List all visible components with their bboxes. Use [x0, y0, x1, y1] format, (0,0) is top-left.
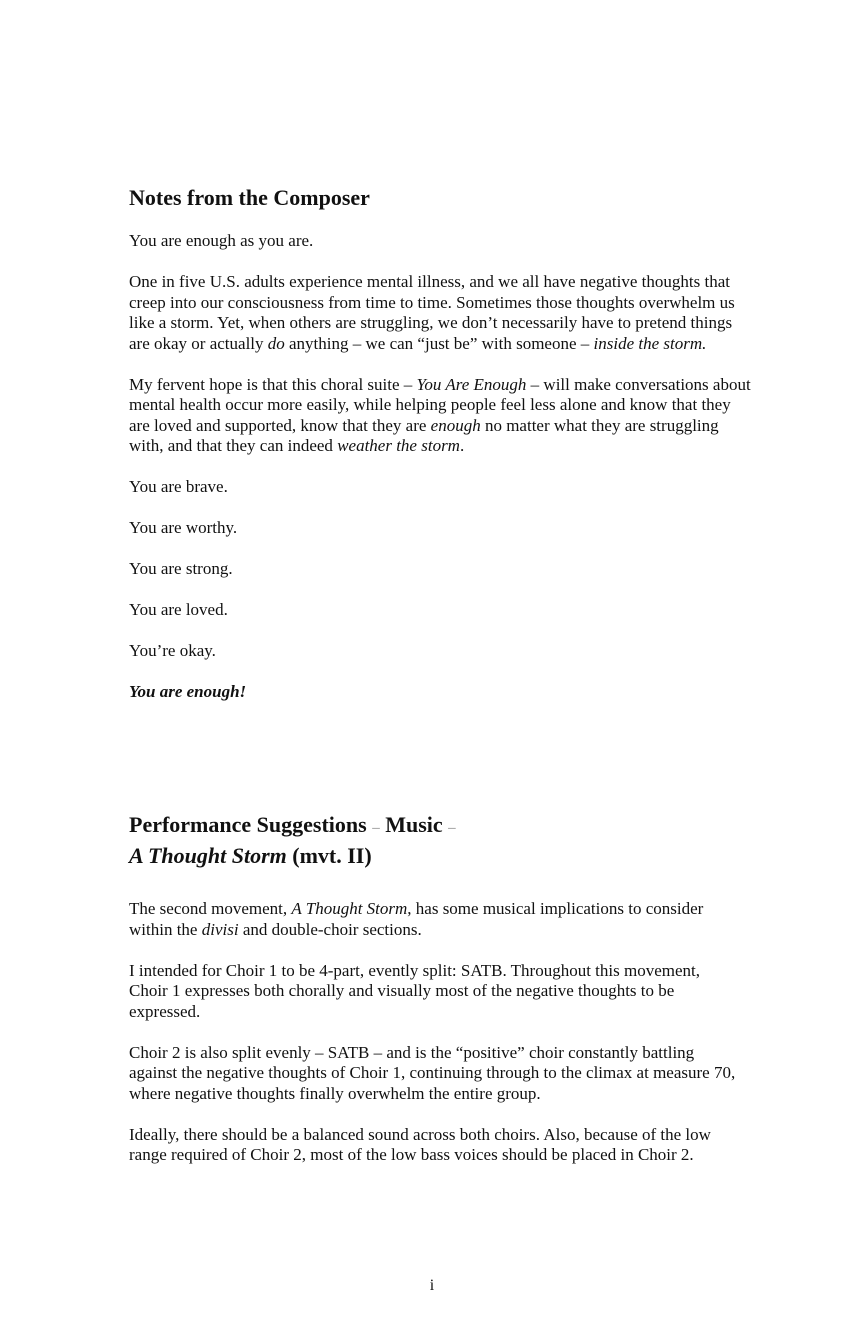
- page-number: i: [429, 1277, 435, 1294]
- text-segment: expressed.: [129, 1001, 201, 1021]
- text-segment: are okay or actually: [129, 333, 268, 353]
- text-line: [129, 293, 829, 314]
- paragraph: [129, 1043, 829, 1105]
- paragraph: [129, 272, 829, 354]
- text-segment: where negative thoughts finally overwhelm the entire group.: [129, 1083, 541, 1103]
- text-segment: and double-choir sections.: [238, 919, 422, 939]
- emphasis-text: A Thought Storm: [291, 899, 408, 918]
- text-line: [129, 313, 829, 334]
- emphasis-text: do: [267, 333, 285, 353]
- text-line: [129, 375, 829, 396]
- text-line: [129, 682, 829, 703]
- text-line: [129, 1002, 829, 1023]
- emphasis-text: enough: [430, 415, 481, 435]
- text-line: [129, 334, 829, 355]
- text-segment: anything – we can “just be” with someone –: [284, 333, 594, 353]
- paragraph: [129, 641, 829, 662]
- text-line: [129, 416, 829, 437]
- paragraph: [129, 375, 829, 457]
- text-segment: Notes from the Composer: [129, 185, 370, 210]
- text-segment: creep into our consciousness from time to time. Sometimes those thoughts overwhelm us: [129, 292, 735, 312]
- emphasis-text: divisi: [201, 919, 239, 939]
- text-line: [129, 477, 829, 498]
- text-segment: Music: [379, 812, 449, 837]
- text-segment: You are strong.: [129, 559, 233, 578]
- emphasis-text: You are enough!: [129, 682, 247, 701]
- text-line: [129, 641, 829, 662]
- dash-separator: –: [372, 820, 380, 836]
- text-line: [129, 899, 829, 920]
- emphasis-text: You Are Enough: [416, 374, 527, 394]
- text-line: [129, 961, 829, 982]
- text-segment: with, and that they can indeed: [129, 436, 338, 455]
- text-segment: , has some musical implications to consider: [407, 899, 704, 918]
- text-line: [129, 1125, 829, 1146]
- text-line: [129, 920, 829, 941]
- paragraph: [129, 1125, 829, 1166]
- text-segment: Ideally, there should be a balanced sound across both choirs. Also, because of the low: [129, 1124, 711, 1144]
- text-segment: Performance Suggestions: [129, 812, 373, 837]
- text-segment: Choir 2 is also split evenly – SATB – and is the “positive” choir constantly battling: [129, 1042, 695, 1062]
- text-line: [129, 559, 829, 580]
- text-segment: You are worthy.: [129, 518, 238, 537]
- text-line: [129, 600, 829, 621]
- text-line: [129, 518, 829, 539]
- text-segment: You are brave.: [129, 477, 228, 496]
- text-line: [129, 1043, 829, 1064]
- text-line: [129, 842, 456, 869]
- section-heading-composer-notes: [129, 184, 370, 211]
- text-segment: My fervent hope is that this choral suite –: [129, 374, 417, 394]
- section-body-composer-notes: [129, 231, 829, 723]
- paragraph: [129, 231, 829, 252]
- text-segment: You are loved.: [129, 600, 228, 619]
- paragraph: [129, 518, 829, 539]
- text-segment: mental health occur more easily, while helping people feel less alone and know that they: [129, 395, 731, 414]
- text-segment: .: [459, 436, 465, 455]
- emphasis-text: inside the storm.: [593, 333, 707, 353]
- text-segment: I intended for Choir 1 to be 4-part, evently split: SATB. Throughout this movement,: [129, 960, 701, 980]
- section-body-performance-suggestions: [129, 899, 829, 1186]
- paragraph: [129, 961, 829, 1023]
- paragraph: [129, 559, 829, 580]
- text-segment: Choir 1 expresses both chorally and visually most of the negative thoughts to be: [129, 981, 675, 1000]
- text-segment: The second movement,: [129, 899, 292, 918]
- text-line: [129, 231, 829, 252]
- paragraph: [129, 682, 829, 703]
- text-line: [129, 395, 829, 416]
- text-line: [129, 1084, 829, 1105]
- text-segment: against the negative thoughts of Choir 1, continuing through to the climax at measure 70,: [129, 1063, 736, 1082]
- text-segment: within the: [129, 919, 202, 939]
- text-segment: (mvt. II): [286, 843, 372, 868]
- text-line: [129, 272, 829, 293]
- text-segment: no matter what they are struggling: [480, 415, 719, 435]
- section-heading-performance-suggestions: [129, 811, 456, 869]
- text-line: [129, 184, 370, 211]
- text-segment: You are enough as you are.: [129, 231, 314, 250]
- text-segment: One in five U.S. adults experience mental illness, and we all have negative thoughts that: [129, 272, 730, 291]
- text-segment: are loved and supported, know that they are: [129, 415, 431, 435]
- emphasis-text: A Thought Storm: [129, 843, 287, 868]
- emphasis-text: weather the storm: [337, 436, 460, 455]
- text-segment: range required of Choir 2, most of the low bass voices should be placed in Choir 2.: [129, 1145, 694, 1164]
- text-segment: like a storm. Yet, when others are struggling, we don’t necessarily have to pretend things: [129, 313, 733, 332]
- text-segment: You’re okay.: [129, 641, 216, 660]
- text-line: [129, 1145, 829, 1166]
- paragraph: [129, 477, 829, 498]
- text-line: [129, 436, 829, 457]
- paragraph: [129, 600, 829, 621]
- paragraph: [129, 899, 829, 940]
- dash-separator: –: [448, 820, 456, 836]
- text-line: [129, 1063, 829, 1084]
- text-line: [129, 981, 829, 1002]
- text-segment: – will make conversations about: [526, 374, 751, 394]
- text-line: [129, 811, 456, 842]
